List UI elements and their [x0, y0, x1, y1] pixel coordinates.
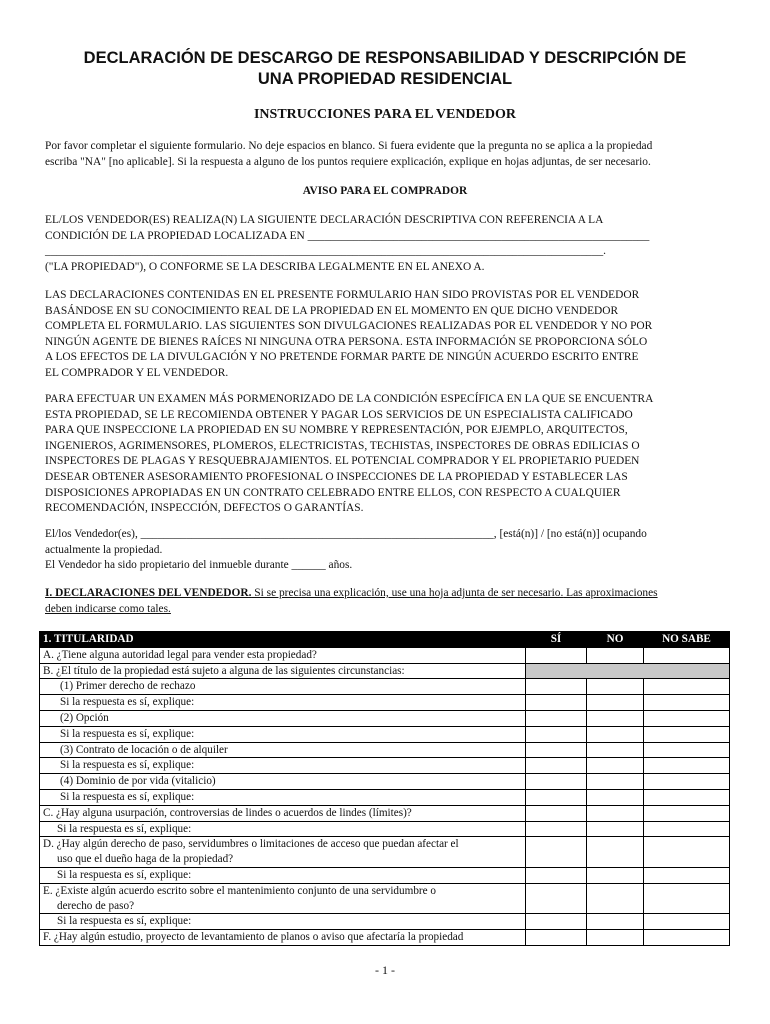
yes-answer-cell[interactable] — [526, 789, 587, 805]
question-text — [40, 883, 526, 914]
yes-answer-cell[interactable] — [526, 867, 587, 883]
yes-answer-cell[interactable] — [526, 679, 587, 695]
question-line-2: derecho de paso? — [57, 899, 135, 912]
no-answer-cell[interactable] — [587, 789, 644, 805]
table-row — [40, 726, 730, 742]
disclosure-line: LAS DECLARACIONES CONTENIDAS EN EL PRESENTE FORMULARIO HAN SIDO PROVISTAS POR EL VENDEDOR — [45, 289, 640, 301]
disclosure-line: EL COMPRADOR Y EL VENDEDOR. — [45, 366, 229, 379]
explain-field[interactable]: Si la respuesta es sí, explique: — [40, 867, 526, 883]
table-row — [40, 695, 730, 711]
no-answer-cell[interactable] — [587, 758, 644, 774]
disclosure-line: NINGÚN AGENTE DE BIENES RAÍCES NI NINGUNA OTRA PERSONA. ESTA INFORMACIÓN SE PROPORCIONA SÓLO — [45, 335, 648, 348]
inspection-line: ESTA PROPIEDAD, SE LE RECOMIENDA OBTENER Y PAGAR LOS SERVICIOS DE UN ESPECIALISTA CALIFICADO — [45, 408, 633, 421]
section-1-text-1: Si se precisa una explicación, use una hoja adjunta de ser necesario. — [251, 587, 564, 599]
section-1-intro — [45, 586, 725, 617]
shaded-answer-cell — [526, 663, 730, 679]
notice-line-1: EL/LOS VENDEDOR(ES) REALIZA(N) LA SIGUIENTE DECLARACIÓN DESCRIPTIVA CON REFERENCIA A LA — [45, 214, 604, 226]
table-header-row — [40, 632, 730, 648]
unknown-answer-cell[interactable] — [644, 710, 730, 726]
no-answer-cell[interactable] — [587, 805, 644, 821]
title-line-1: DECLARACIÓN DE DESCARGO DE RESPONSABILIDAD Y DESCRIPCIÓN DE — [83, 49, 687, 67]
unknown-answer-cell[interactable] — [644, 695, 730, 711]
table-row — [40, 837, 730, 868]
unknown-answer-cell[interactable] — [644, 914, 730, 930]
table-row — [40, 789, 730, 805]
unknown-answer-cell[interactable] — [644, 726, 730, 742]
inspection-line: DISPOSICIONES APROPIADAS EN UN CONTRATO CELEBRADO ENTRE ELLOS, CON RESPECTO A CUALQUIER — [45, 486, 621, 499]
question-text: B. ¿El título de la propiedad está sujeto a alguna de las siguientes circunstancias: — [40, 663, 526, 679]
yes-answer-cell[interactable] — [526, 710, 587, 726]
inspection-line: INSPECTORES DE PLAGAS Y RESQUEBRAJAMIENTOS. EL POTENCIAL COMPRADOR Y EL PROPIETARIO PUEDEN — [45, 455, 640, 468]
inspection-line: DESEAR OBTENER ASESORAMIENTO PROFESIONAL O INSPECCIONES DE LA PROPIEDAD Y ESTABLECER LAS — [45, 470, 628, 483]
instructions-line-2: escriba "NA" [no aplicable]. Si la respuesta a alguno de los puntos requiere explicación, explique en hojas adjuntas, de ser necesario. — [45, 155, 651, 168]
section-1-heading: I. DECLARACIONES DEL VENDEDOR. — [45, 587, 252, 599]
yes-answer-cell[interactable] — [526, 883, 587, 914]
question-text: (4) Dominio de por vida (vitalicio) — [40, 774, 526, 790]
inspection-paragraph — [45, 392, 725, 517]
table-row — [40, 774, 730, 790]
inspection-line: PARA QUE INSPECCIONE LA PROPIEDAD EN SU NOMBRE Y REPRESENTACIÓN, POR EJEMPLO, ARQUITECTOS, — [45, 424, 628, 437]
question-text: (3) Contrato de locación o de alquiler — [40, 742, 526, 758]
explain-field[interactable]: Si la respuesta es sí, explique: — [40, 758, 526, 774]
no-answer-cell[interactable] — [587, 742, 644, 758]
no-answer-cell[interactable] — [587, 914, 644, 930]
document-title — [45, 48, 725, 90]
instructions-line-1: Por favor completar el siguiente formulario. No deje espacios en blanco. Si fuera evidente que la pregunta no se aplica a la propiedad — [45, 140, 653, 152]
disclosure-line: COMPLETA EL FORMULARIO. LAS SIGUIENTES SON DIVULGACIONES REALIZADAS POR EL VENDEDOR Y NO POR — [45, 320, 653, 333]
yes-answer-cell[interactable] — [526, 774, 587, 790]
property-location-field-2[interactable]: __________________________________________________________________________________________________. — [45, 245, 606, 258]
unknown-answer-cell[interactable] — [644, 837, 730, 868]
inspection-line: RECOMENDACIÓN, INSPECCIÓN, DEFECTOS O GARANTÍAS. — [45, 502, 364, 515]
no-answer-cell[interactable] — [587, 867, 644, 883]
no-answer-cell[interactable] — [587, 695, 644, 711]
disclosure-line: A LOS EFECTOS DE LA DIVULGACIÓN Y NO PRETENDE FORMAR PARTE DE NINGÚN ACUERDO ESCRITO ENTRE — [45, 351, 639, 364]
no-answer-cell[interactable] — [587, 930, 644, 946]
yes-answer-cell[interactable] — [526, 695, 587, 711]
table-row — [40, 914, 730, 930]
section-1-intro-line-1 — [45, 586, 725, 602]
explain-field[interactable]: Si la respuesta es sí, explique: — [40, 695, 526, 711]
unknown-answer-cell[interactable] — [644, 647, 730, 663]
explain-field[interactable]: Si la respuesta es sí, explique: — [40, 821, 526, 837]
yes-answer-cell[interactable] — [526, 726, 587, 742]
table-row — [40, 821, 730, 837]
yes-column-header: SÍ — [526, 632, 587, 648]
explain-field[interactable]: Si la respuesta es sí, explique: — [40, 726, 526, 742]
question-text: (1) Primer derecho de rechazo — [40, 679, 526, 695]
unknown-answer-cell[interactable] — [644, 930, 730, 946]
table-row — [40, 758, 730, 774]
page-number: - 1 - — [375, 963, 395, 977]
question-text — [40, 837, 526, 868]
explain-field[interactable]: Si la respuesta es sí, explique: — [40, 789, 526, 805]
question-line-1: D. ¿Hay algún derecho de paso, servidumbres o limitaciones de acceso que puedan afectar el — [43, 838, 459, 851]
unknown-answer-cell[interactable] — [644, 821, 730, 837]
occupancy-line-2: actualmente la propiedad. — [45, 543, 163, 556]
inspection-line: PARA EFECTUAR UN EXAMEN MÁS PORMENORIZADO DE LA CONDICIÓN ESPECÍFICA EN LA QUE SE ENCUENTRA — [45, 393, 654, 405]
question-line-1: E. ¿Existe algún acuerdo escrito sobre el mantenimiento conjunto de una servidumbre o — [43, 884, 436, 897]
yes-answer-cell[interactable] — [526, 930, 587, 946]
table-row — [40, 867, 730, 883]
inspection-line: INGENIEROS, AGRIMENSORES, PLOMEROS, ELECTRICISTAS, TECHISTAS, INSPECTORES DE OBRAS EDILICIAS O — [45, 439, 640, 452]
table-row — [40, 710, 730, 726]
property-location-field[interactable]: CONDICIÓN DE LA PROPIEDAD LOCALIZADA EN ____________________________________________________________ — [45, 229, 650, 242]
table-row — [40, 883, 730, 914]
question-text: C. ¿Hay alguna usurpación, controversias de lindes o acuerdos de lindes (límites)? — [40, 805, 526, 821]
table-row — [40, 679, 730, 695]
question-text: A. ¿Tiene alguna autoridad legal para vender esta propiedad? — [40, 647, 526, 663]
no-answer-cell[interactable] — [587, 679, 644, 695]
yes-answer-cell[interactable] — [526, 837, 587, 868]
yes-answer-cell[interactable] — [526, 805, 587, 821]
disclosure-paragraph — [45, 288, 725, 382]
seller-instructions-heading: INSTRUCCIONES PARA EL VENDEDOR — [253, 107, 517, 122]
unknown-answer-cell[interactable] — [644, 789, 730, 805]
section-label: 1. TITULARIDAD — [40, 632, 526, 648]
question-text: F. ¿Hay algún estudio, proyecto de levantamiento de planos o aviso que afectaría la propiedad — [40, 930, 526, 946]
explain-field[interactable]: Si la respuesta es sí, explique: — [40, 914, 526, 930]
no-column-header: NO — [587, 632, 644, 648]
titularidad-table — [39, 631, 730, 946]
section-1-text-3: deben indicarse como tales. — [45, 602, 171, 615]
buyer-notice-heading: AVISO PARA EL COMPRADOR — [302, 185, 468, 197]
no-answer-cell[interactable] — [587, 710, 644, 726]
yes-answer-cell[interactable] — [526, 742, 587, 758]
unknown-column-header: NO SABE — [644, 632, 730, 648]
occupancy-section — [45, 527, 725, 574]
unknown-answer-cell[interactable] — [644, 883, 730, 914]
question-text: (2) Opción — [40, 710, 526, 726]
no-answer-cell[interactable] — [587, 726, 644, 742]
table-row — [40, 647, 730, 663]
no-answer-cell[interactable] — [587, 883, 644, 914]
table-row — [40, 930, 730, 946]
seller-instructions-text — [45, 139, 725, 170]
unknown-answer-cell[interactable] — [644, 867, 730, 883]
table-row — [40, 805, 730, 821]
unknown-answer-cell[interactable] — [644, 805, 730, 821]
seller-name-field[interactable]: El/los Vendedor(es), ______________________________________________________________, [está(n)] / [no está(n)] ocupando — [45, 528, 647, 540]
buyer-notice-text — [45, 213, 725, 275]
no-answer-cell[interactable] — [587, 821, 644, 837]
unknown-answer-cell[interactable] — [644, 758, 730, 774]
table-row — [40, 663, 730, 679]
unknown-answer-cell[interactable] — [644, 679, 730, 695]
ownership-years-field[interactable]: El Vendedor ha sido propietario del inmueble durante ______ años. — [45, 559, 353, 572]
section-1-text-2: Las aproximaciones — [563, 587, 658, 599]
title-line-2: UNA PROPIEDAD RESIDENCIAL — [257, 70, 513, 88]
unknown-answer-cell[interactable] — [644, 774, 730, 790]
table-row — [40, 742, 730, 758]
no-answer-cell[interactable] — [587, 774, 644, 790]
yes-answer-cell[interactable] — [526, 914, 587, 930]
disclosure-line: BASÁNDOSE EN SU CONOCIMIENTO REAL DE LA PROPIEDAD EN EL MOMENTO EN QUE DICHO VENDEDOR — [45, 304, 619, 317]
yes-answer-cell[interactable] — [526, 647, 587, 663]
question-line-2: uso que el dueño haga de la propiedad? — [57, 853, 234, 866]
no-answer-cell[interactable] — [587, 647, 644, 663]
yes-answer-cell[interactable] — [526, 821, 587, 837]
notice-line-4: ("LA PROPIEDAD"), O CONFORME SE LA DESCRIBA LEGALMENTE EN EL ANEXO A. — [45, 260, 485, 273]
yes-answer-cell[interactable] — [526, 758, 587, 774]
no-answer-cell[interactable] — [587, 837, 644, 868]
unknown-answer-cell[interactable] — [644, 742, 730, 758]
